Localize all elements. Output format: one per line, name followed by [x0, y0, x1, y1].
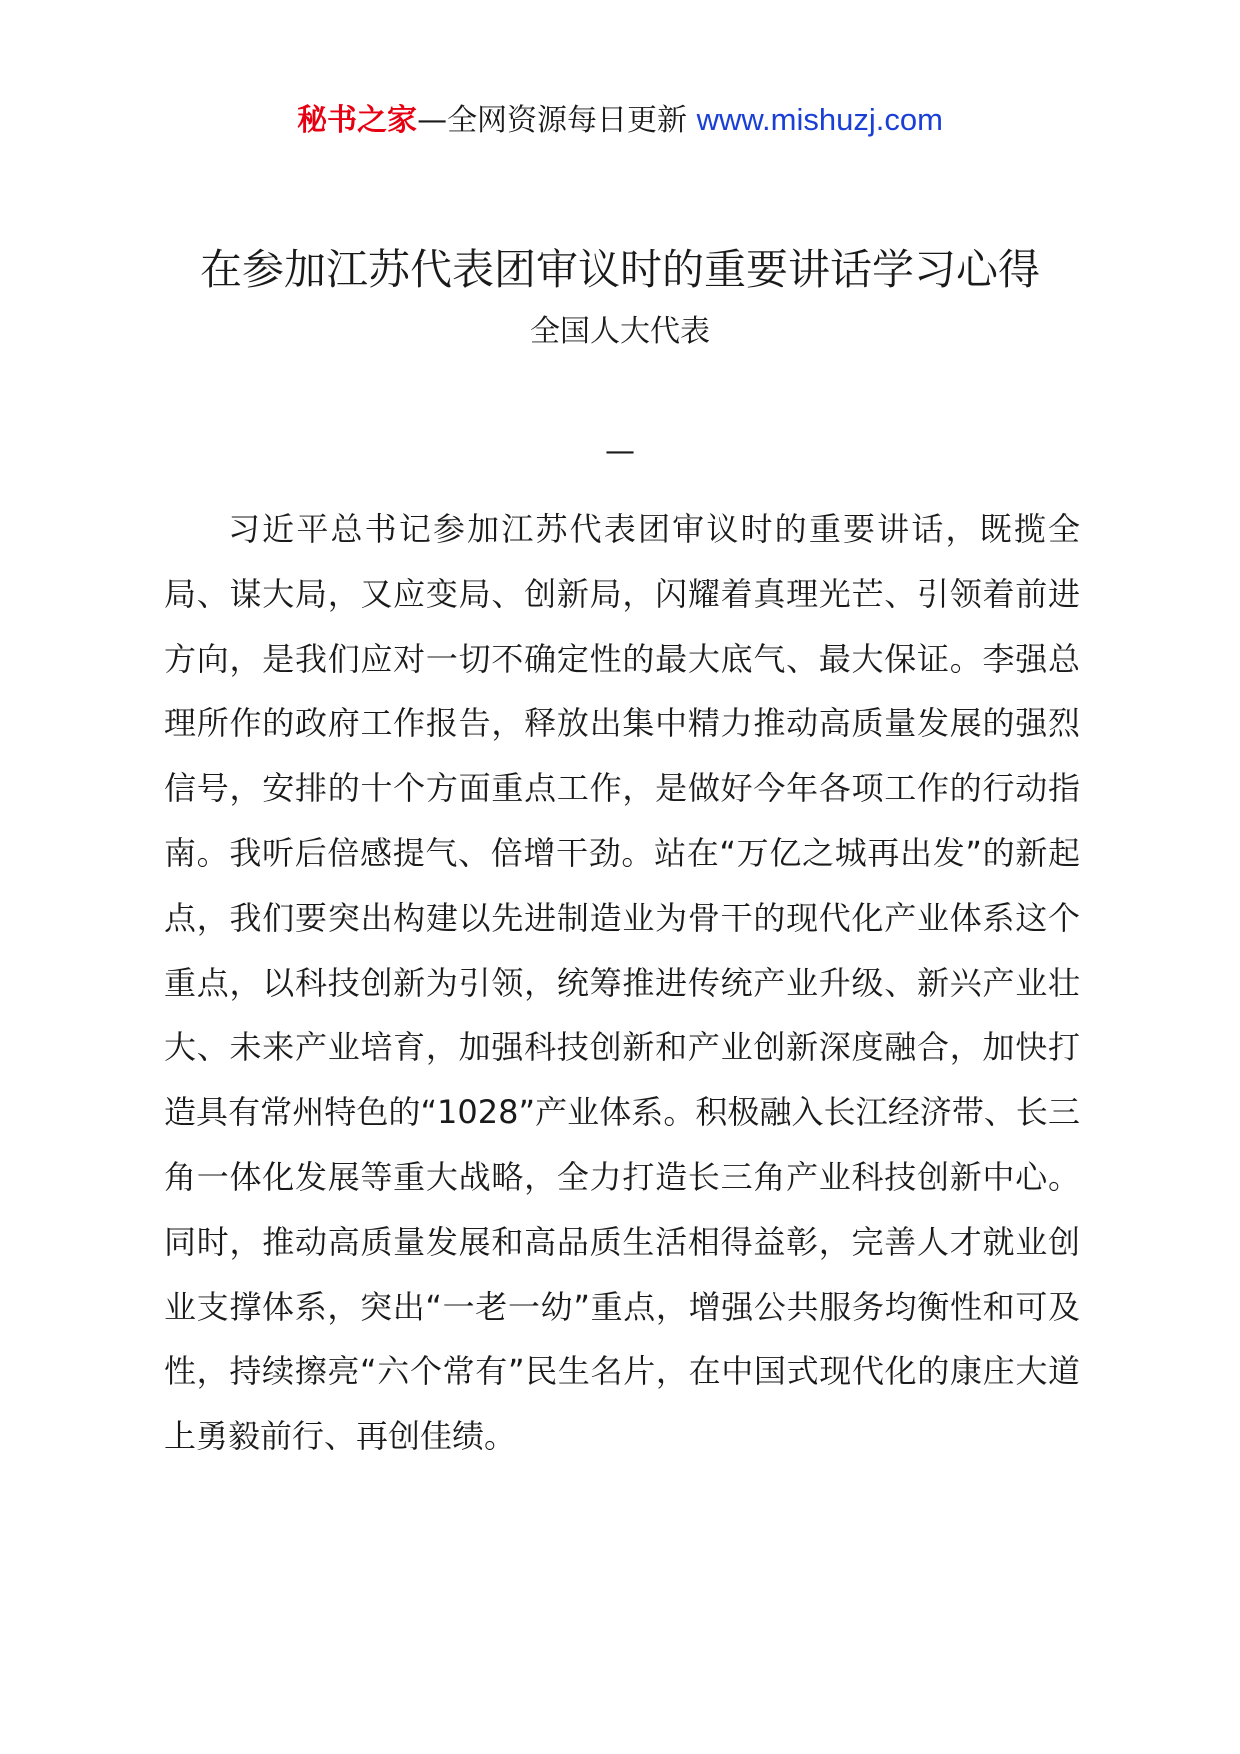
brand-url-link[interactable]: www.mishuzj.com [696, 102, 943, 137]
brand-name: 秘书之家 [297, 103, 418, 138]
document-title: 在参加江苏代表团审议时的重要讲话学习心得 [199, 245, 1040, 294]
body-paragraph: 习近平总书记参加江苏代表团审议时的重要讲话，既揽全局、谋大局，又应变局、创新局，闪耀着真理光芒、引领着前进方向，是我们应对一切不确定性的最大底气、最大保证。李强总理所作的政府工作报告，释放出集中精力推动高质量发展的强烈信号，安排的十个方面重点工作，是做好今年各项工作的行动指南。我听后倍感提气、倍增干劲。站在“万亿之城再出发”的新起点，我们要突出构建以先进制造业为骨干的现代化产业体系这个重点，以科技创新为引领，统筹推进传统产业升级、新兴产业壮大、未来产业培育，加强科技创新和产业创新深度融合，加快打造具有常州特色的“1028”产业体系。积极融入长江经济带、长三角一体化发展等重大战略，全力打造长三角产业科技创新中心。同时，推动高质量发展和高品质生活相得益彰，完善人才就业创业支撑体系，突出“一老一幼”重点，增强公共服务均衡性和可及性，持续擦亮“六个常有”民生名片，在中国式现代化的康庄大道上勇毅前行、再创佳绩。 [164, 510, 1080, 1456]
site-header [0, 100, 1240, 141]
document-author: 全国人大代表 [530, 314, 710, 349]
section-number: — [605, 434, 635, 469]
brand-tagline: —全网资源每日更新 [417, 103, 697, 138]
